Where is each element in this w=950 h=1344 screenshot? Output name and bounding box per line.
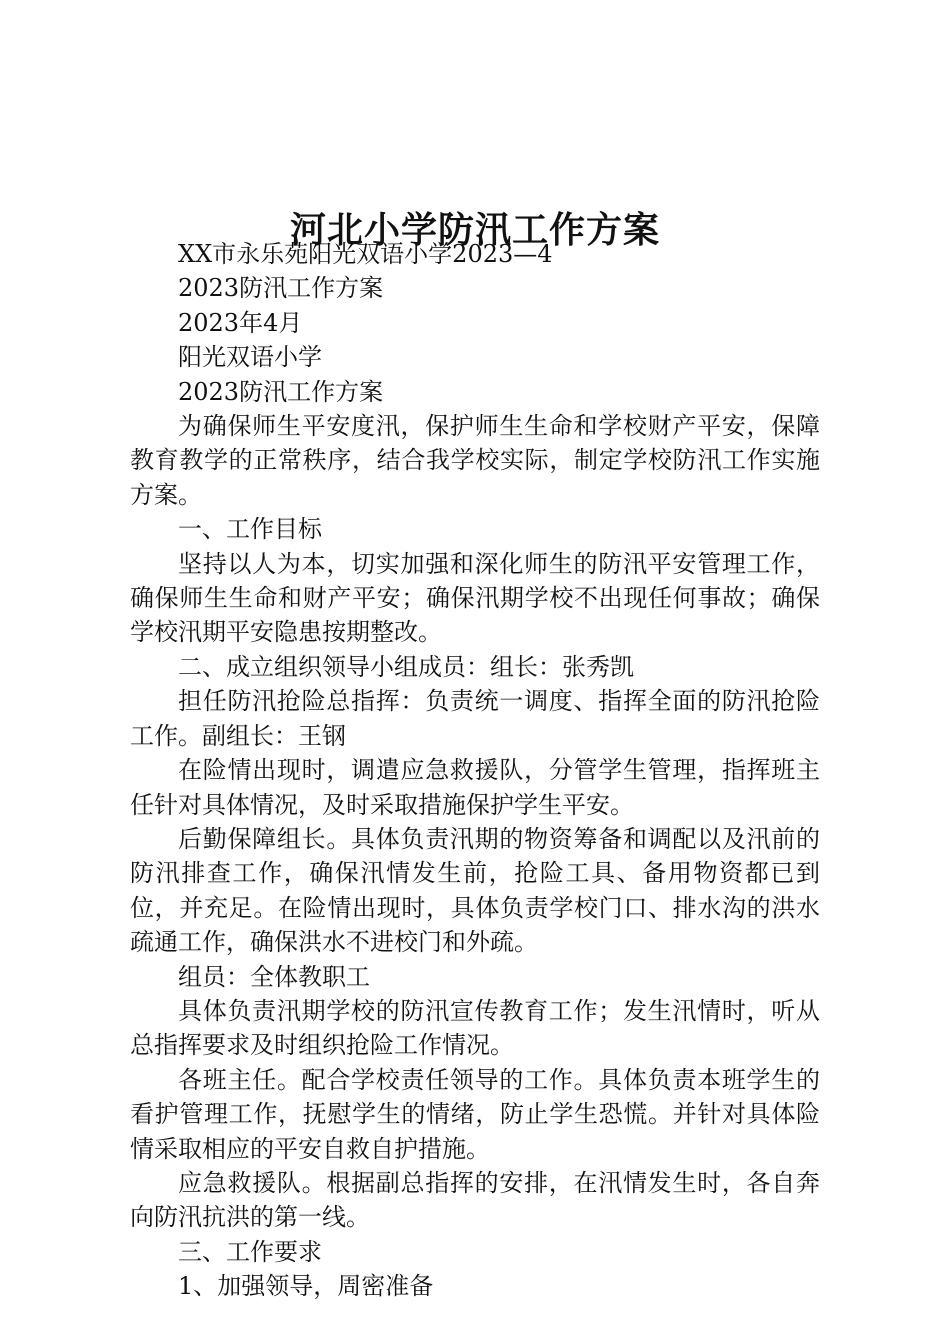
section-heading: 二、成立组织领导小组成员：组长：张秀凯 [178,652,634,681]
paragraph: 2023防汛工作方案 [178,377,384,406]
paragraph: 阳光双语小学 [178,343,322,372]
paragraph: 具体负责汛期学校的防汛宣传教育工作；发生汛情时，听从总指挥要求及时组织抢险工作情况。 [130,996,820,1060]
paragraph: 担任防汛抢险总指挥：负责统一调度、指挥全面的防汛抢险工作。副组长：王钢 [130,687,820,750]
paragraph: 为确保师生平安度汛，保护师生生命和学校财产平安，保障教育教学的正常秩序，结合我学校实际，制定学校防汛工作实施方案。 [130,412,820,509]
paragraph: 坚持以人为本，切实加强和深化师生的防汛平安管理工作，确保师生生命和财产平安；确保汛期学校不出现任何事故；确保学校汛期平安隐患按期整改。 [130,549,820,647]
paragraph: 后勤保障组长。具体负责汛期的物资筹备和调配以及汛前的防汛排查工作，确保汛情发生前，抢险工具、备用物资都已到位，并充足。在险情出现时，具体负责学校门口、排水沟的洪水疏通工作，确保洪水不进校门和外疏。 [130,824,820,957]
section-heading: 一、工作目标 [178,515,322,544]
paragraph: 2023年4月 [178,308,303,337]
section-heading: 三、工作要求 [178,1237,322,1266]
paragraph: 2023防汛工作方案 [178,274,384,303]
paragraph: XX市永乐苑阳光双语小学2023—4 [178,240,553,268]
paragraph: 组员：全体教职工 [178,962,370,991]
subsection-heading: 1、加强领导，周密准备 [178,1272,434,1301]
document-title: 河北小学防汛工作方案 [289,209,660,252]
paragraph: 应急救援队。根据副总指挥的安排，在汛情发生时，各自奔向防汛抗洪的第一线。 [130,1168,820,1232]
paragraph: 在险情出现时，调遣应急救援队，分管学生管理，指挥班主任针对具体情况，及时采取措施保护学生平安。 [130,756,820,819]
paragraph: 各班主任。配合学校责任领导的工作。具体负责本班学生的看护管理工作，抚慰学生的情绪，防止学生恐慌。并针对具体险情采取相应的平安自救自护措施。 [130,1065,820,1163]
document-body [130,237,820,1304]
